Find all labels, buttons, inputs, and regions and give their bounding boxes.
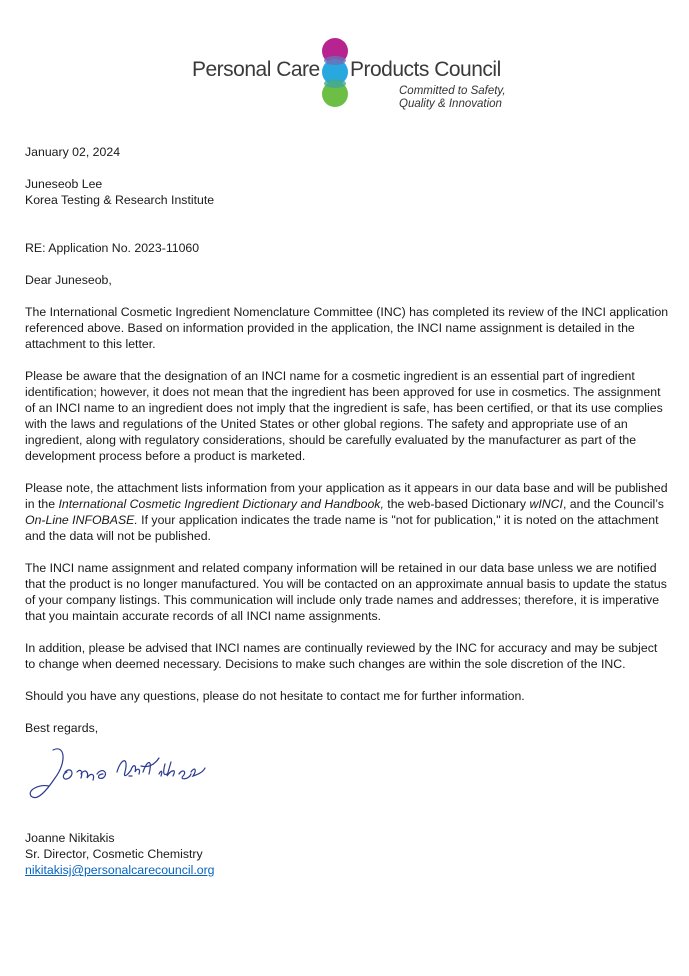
org-name-right: Products Council bbox=[350, 58, 501, 81]
p3-text-g: If your application indicates the trade name is "not for publication," it is noted on the attachment and the data will not be published. bbox=[25, 513, 659, 543]
p3-text-c: the web-based Dictionary bbox=[383, 497, 530, 511]
paragraph-2: Please be aware that the designation of an INCI name for a cosmetic ingredient is an essential part of ingredient identification; however, it does not mean that the ingredient has been approved for use in cosmetics. The assignment of an INCI name to an ingredient does not imply that the ingredient is safe, has been certified, or that its use complies with the laws and regulations of the United States or other global regions. The safety and appropriate use of an ingredient, along with regulatory considerations, should be carefully evaluated by the manufacturer as part of the development process before a product is marketed. bbox=[25, 369, 663, 463]
paragraph-1: The International Cosmetic Ingredient Nomenclature Committee (INC) has completed its review of the INCI application referenced above. Based on information provided in the application, the INCI name assignment is detailed in the attachment to this letter. bbox=[25, 305, 669, 351]
winci-title: wINCI bbox=[529, 497, 563, 511]
paragraph-6: Should you have any questions, please do not hesitate to contact me for further information. bbox=[25, 689, 525, 703]
p3-text-a: Please note, the attachment lists information from your application as it appears in our data base and will be published in the bbox=[25, 481, 668, 511]
re-line: RE: Application No. 2023-11060 bbox=[25, 241, 200, 255]
infobase-title: On-Line INFOBASE. bbox=[25, 513, 138, 527]
signer-email-link[interactable]: nikitakisj@personalcarecouncil.org bbox=[25, 863, 215, 877]
tagline bbox=[399, 85, 506, 111]
paragraph-5: In addition, please be advised that INCI names are continually reviewed by the INC for accuracy and may be subject to change when deemed necessary. Decisions to make such changes are within the sole discretion of the INC. bbox=[25, 641, 658, 671]
recipient-org: Korea Testing & Research Institute bbox=[25, 193, 215, 207]
recipient-block bbox=[25, 176, 670, 208]
closing: Best regards, bbox=[25, 721, 99, 735]
signer-name: Joanne Nikitakis bbox=[25, 831, 115, 845]
paragraph-4: The INCI name assignment and related company information will be retained in our data base unless we are notified that the product is no longer manufactured. You will be contacted on an approximate annual basis to update the status of your company listings. This communication will include only trade names and addresses; therefore, it is imperative that you maintain accurate records of all INCI name assignments. bbox=[25, 561, 667, 623]
circle-overlap-bottom bbox=[324, 79, 346, 88]
handwritten-signature bbox=[25, 742, 210, 810]
letter-date: January 02, 2024 bbox=[25, 145, 121, 159]
tagline-line1: Committed to Safety, bbox=[399, 85, 506, 97]
letter-body bbox=[25, 144, 670, 894]
recipient-name: Juneseob Lee bbox=[25, 177, 103, 191]
signer-title: Sr. Director, Cosmetic Chemistry bbox=[25, 847, 203, 861]
p3-text-e: , and the Council’s bbox=[562, 497, 664, 511]
logo-circles-icon bbox=[318, 38, 352, 108]
tagline-line2: Quality & Innovation bbox=[399, 98, 502, 110]
salutation: Dear Juneseob, bbox=[25, 273, 112, 287]
dictionary-title: International Cosmetic Ingredient Dictionary and Handbook, bbox=[58, 497, 384, 511]
org-name-left: Personal Care bbox=[192, 58, 320, 81]
signer-block bbox=[25, 830, 670, 878]
letterhead bbox=[0, 0, 689, 120]
circle-overlap-top bbox=[324, 56, 346, 65]
paragraph-3 bbox=[25, 480, 670, 544]
